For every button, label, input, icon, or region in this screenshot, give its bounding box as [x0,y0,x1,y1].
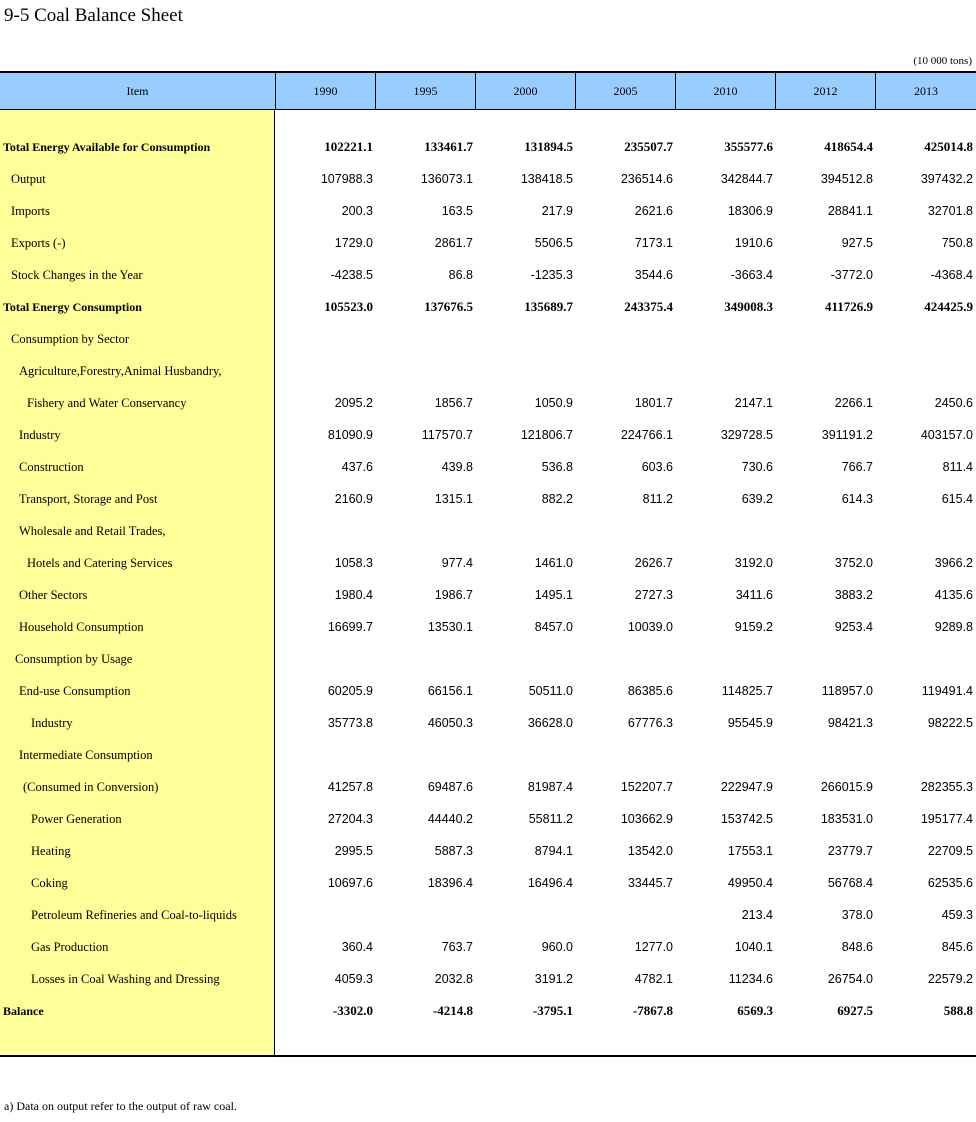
row-value-1995: -4214.8 [432,1003,473,1018]
row-value-1995: 2032.8 [434,972,473,986]
row-value-2013: 2450.6 [934,396,973,410]
row-value-1995: 977.4 [441,556,473,570]
table-row [0,483,976,515]
row-value-2013: 811.4 [942,460,973,474]
table-row [0,547,976,579]
row-value-2012: 183531.0 [820,812,873,826]
row-value-1995: 13530.1 [427,620,473,634]
row-value-2010: 6569.3 [737,1003,773,1018]
row-value-1990: 1058.3 [334,556,373,570]
row-value-2000: 960.0 [541,940,573,954]
row-value-2012: 411726.9 [824,299,873,314]
table-row [0,995,976,1027]
row-label: Agriculture,Forestry,Animal Husbandry, [19,363,222,378]
row-label: Industry [19,427,61,442]
table-row [0,931,976,963]
row-value-2012: 23779.7 [827,844,873,858]
row-label: Industry [31,715,73,730]
row-label: Output [11,171,46,186]
row-label: End-use Consumption [19,683,131,698]
row-label: Transport, Storage and Post [19,491,158,506]
row-label: Imports [11,203,50,218]
row-value-2012: 378.0 [841,908,873,922]
row-value-2000: 882.2 [541,492,573,506]
row-value-2005: 7173.1 [634,236,673,250]
row-label: Fishery and Water Conservancy [27,395,187,410]
row-label: Coking [31,875,68,890]
row-value-2000: 55811.2 [528,812,573,826]
row-value-1990: 81090.9 [327,428,373,442]
row-value-1995: 1315.1 [434,492,473,506]
table-row [0,163,976,195]
row-value-1990: 60205.9 [327,684,373,698]
row-value-2013: 424425.9 [924,299,973,314]
row-value-2000: 3191.2 [534,972,573,986]
row-value-2005: 236514.6 [620,172,673,186]
row-value-2005: 33445.7 [627,876,673,890]
row-value-1995: 5887.3 [434,844,473,858]
row-value-2010: 1910.6 [734,236,773,250]
row-value-2012: 9253.4 [834,620,873,634]
row-value-1990: 41257.8 [327,780,373,794]
row-value-2010: 3192.0 [734,556,773,570]
row-value-1995: 763.7 [441,940,473,954]
row-value-2013: 425014.8 [924,139,973,154]
row-label: Stock Changes in the Year [11,267,143,282]
header-year-1990: 1990 [276,73,376,109]
row-value-2012: 394512.8 [820,172,873,186]
row-value-1990: 107988.3 [320,172,373,186]
row-value-2010: 95545.9 [727,716,773,730]
row-value-2010: 114825.7 [721,684,773,698]
row-label: Other Sectors [19,587,88,602]
row-value-2000: 36628.0 [527,716,573,730]
row-value-1995: 439.8 [441,460,473,474]
header-year-2005: 2005 [576,73,676,109]
row-value-2013: 750.8 [941,236,973,250]
row-value-2013: 397432.2 [920,172,973,186]
row-value-2012: 266015.9 [820,780,873,794]
table-row [0,291,976,323]
row-value-2013: 588.8 [943,1003,973,1018]
row-value-2005: 152207.7 [620,780,673,794]
row-value-1990: 105523.0 [324,299,373,314]
row-value-2012: 118957.0 [821,684,873,698]
row-value-2010: 349008.3 [724,299,773,314]
table-header [0,73,976,110]
row-label: Consumption by Sector [11,331,130,346]
row-value-2010: 730.6 [741,460,773,474]
row-value-2000: 1050.9 [534,396,573,410]
row-label: Consumption by Usage [15,651,133,666]
row-value-2005: 3544.6 [634,268,673,282]
header-item: Item [0,73,276,109]
row-value-1995: 133461.7 [424,139,473,154]
row-value-2012: 2266.1 [834,396,873,410]
row-value-1990: 16699.7 [327,620,373,634]
row-value-2013: 195177.4 [920,812,973,826]
row-value-2000: 8794.1 [534,844,573,858]
row-value-2010: 2147.1 [734,396,773,410]
row-value-1990: 27204.3 [327,812,373,826]
table-row [0,835,976,867]
row-value-2013: 9289.8 [934,620,973,634]
row-value-1990: 35773.8 [327,716,373,730]
row-value-2005: 2626.7 [634,556,673,570]
table-row [0,803,976,835]
row-value-2012: 766.7 [841,460,873,474]
unit-label: (10 000 tons) [913,55,972,67]
row-value-2005: -7867.8 [632,1003,673,1018]
row-label: Exports (-) [11,235,66,250]
row-label: Total Energy Available for Consumption [3,139,211,154]
row-value-2013: 403157.0 [920,428,973,442]
row-value-2013: 62535.6 [927,876,973,890]
row-value-2010: 3411.6 [735,588,773,602]
row-value-1995: 117570.7 [421,428,473,442]
row-value-2000: 217.9 [541,204,573,218]
row-value-1995: 69487.6 [427,780,473,794]
row-value-1990: 2095.2 [334,396,373,410]
table-row [0,867,976,899]
coal-balance-table [0,71,976,1057]
table-row [0,739,976,771]
row-value-2010: 11234.6 [728,972,773,986]
row-value-2012: 3752.0 [834,556,873,570]
row-value-2013: 282355.3 [920,780,973,794]
row-value-2005: 243375.4 [624,299,673,314]
table-row [0,323,976,355]
header-year-2013: 2013 [914,84,938,98]
row-value-1990: 437.6 [341,460,373,474]
row-value-2010: 17553.1 [727,844,773,858]
row-value-1995: 18396.4 [427,876,473,890]
row-value-2013: -4368.4 [930,268,973,282]
row-value-2000: 135689.7 [524,299,573,314]
row-value-2000: 121806.7 [520,428,573,442]
row-value-1990: 2160.9 [334,492,373,506]
row-label: Wholesale and Retail Trades, [19,523,166,538]
row-label: Household Consumption [19,619,144,634]
table-row [0,707,976,739]
row-label: Gas Production [31,939,109,954]
row-value-2010: -3663.4 [730,268,773,282]
row-value-2013: 3966.2 [934,556,973,570]
row-value-1995: 2861.7 [434,236,473,250]
row-label: Heating [31,843,71,858]
row-value-2005: 103662.9 [620,812,673,826]
row-value-2000: 5506.5 [534,236,573,250]
row-label: Losses in Coal Washing and Dressing [31,971,220,986]
row-value-2012: 56768.4 [827,876,873,890]
row-value-2000: 81987.4 [527,780,573,794]
row-value-2005: 235507.7 [624,139,673,154]
row-value-2013: 615.4 [941,492,973,506]
row-value-2010: 639.2 [741,492,773,506]
row-value-2013: 32701.8 [927,204,973,218]
row-value-2005: 67776.3 [627,716,673,730]
row-value-2005: 2621.6 [634,204,673,218]
row-value-2010: 18306.9 [727,204,773,218]
row-label: Construction [19,459,84,474]
row-value-2005: 4782.1 [634,972,673,986]
row-value-2013: 22579.2 [927,972,973,986]
row-value-1990: 1729.0 [334,236,373,250]
row-value-2013: 22709.5 [927,844,973,858]
header-year-2012: 2012 [776,73,876,109]
row-value-2010: 342844.7 [720,172,773,186]
row-value-1990: -4238.5 [330,268,373,282]
header-year-2000: 2000 [476,73,576,109]
row-value-2000: 16496.4 [527,876,573,890]
row-value-1995: 46050.3 [427,716,473,730]
table-row [0,579,976,611]
row-label: Total Energy Consumption [3,299,142,314]
row-value-2000: 131894.5 [524,139,573,154]
row-value-1990: 360.4 [341,940,373,954]
row-value-2000: 1461.0 [534,556,573,570]
row-value-2012: 3883.2 [834,588,873,602]
row-value-1995: 1856.7 [434,396,473,410]
row-value-2010: 1040.1 [734,940,773,954]
row-value-1990: 2995.5 [334,844,373,858]
row-value-1995: 66156.1 [427,684,473,698]
row-value-2005: 1801.7 [634,396,673,410]
table-row [0,675,976,707]
row-value-2000: -3795.1 [532,1003,573,1018]
row-value-2005: 86385.6 [627,684,673,698]
row-value-2012: 98421.3 [827,716,873,730]
row-value-2005: 1277.0 [634,940,673,954]
row-value-2000: 138418.5 [520,172,573,186]
row-value-2012: 418654.4 [824,139,873,154]
row-value-2000: 8457.0 [534,620,573,634]
row-value-1990: 102221.1 [324,139,373,154]
row-label: Intermediate Consumption [19,747,153,762]
row-value-2010: 213.4 [741,908,773,922]
table-row [0,451,976,483]
row-value-1995: 1986.7 [434,588,473,602]
table-row [0,963,976,995]
table-row [0,227,976,259]
row-value-2005: 2727.3 [634,588,673,602]
row-value-1990: 200.3 [341,204,373,218]
row-value-2010: 153742.5 [720,812,773,826]
row-value-2013: 459.3 [941,908,973,922]
row-value-2013: 4135.6 [934,588,973,602]
row-value-2013: 98222.5 [927,716,973,730]
row-value-1990: 10697.6 [327,876,373,890]
page-title: 9-5 Coal Balance Sheet [4,5,183,26]
table-row [0,419,976,451]
row-label: Petroleum Refineries and Coal-to-liquids [31,907,237,922]
row-value-2000: 536.8 [541,460,573,474]
table-row [0,355,976,387]
row-value-2012: 848.6 [841,940,873,954]
table-row [0,611,976,643]
row-value-2010: 9159.2 [734,620,773,634]
row-value-2005: 13542.0 [627,844,673,858]
row-label: Hotels and Catering Services [27,555,173,570]
row-value-2012: -3772.0 [830,268,873,282]
row-value-2010: 222947.9 [720,780,773,794]
row-value-1990: 4059.3 [334,972,373,986]
row-value-1995: 44440.2 [427,812,473,826]
header-year-1995: 1995 [376,73,476,109]
row-value-2013: 119491.4 [921,684,973,698]
row-label: Balance [3,1003,44,1018]
row-value-2005: 224766.1 [620,428,673,442]
footnote: a) Data on output refer to the output of raw coal. [4,1099,237,1113]
row-value-2005: 603.6 [641,460,673,474]
table-row [0,771,976,803]
row-value-1995: 86.8 [448,268,473,282]
row-value-2000: 1495.1 [534,588,573,602]
row-value-2010: 355577.6 [724,139,773,154]
table-row [0,387,976,419]
row-value-2000: 50511.0 [528,684,573,698]
row-value-2012: 391191.2 [821,428,873,442]
row-value-2010: 329728.5 [720,428,773,442]
table-row [0,899,976,931]
row-value-2012: 28841.1 [827,204,873,218]
row-value-2000: -1235.3 [530,268,573,282]
row-value-2012: 614.3 [841,492,873,506]
row-value-1990: -3302.0 [332,1003,373,1018]
row-value-1990: 1980.4 [334,588,373,602]
table-row [0,515,976,547]
table-row [0,195,976,227]
table-body [0,131,976,1027]
row-value-2005: 811.2 [642,492,673,506]
table-row [0,259,976,291]
row-value-2012: 6927.5 [837,1003,873,1018]
row-value-1995: 137676.5 [424,299,473,314]
row-label: (Consumed in Conversion) [23,779,159,794]
row-value-1995: 136073.1 [420,172,473,186]
table-row [0,643,976,675]
row-value-2013: 845.6 [941,940,973,954]
row-label: Power Generation [31,811,122,826]
table-row [0,131,976,163]
row-value-2005: 10039.0 [627,620,673,634]
row-value-2012: 927.5 [841,236,873,250]
row-value-1995: 163.5 [441,204,473,218]
row-value-2010: 49950.4 [727,876,773,890]
row-value-2012: 26754.0 [827,972,873,986]
header-year-2010: 2010 [676,73,776,109]
